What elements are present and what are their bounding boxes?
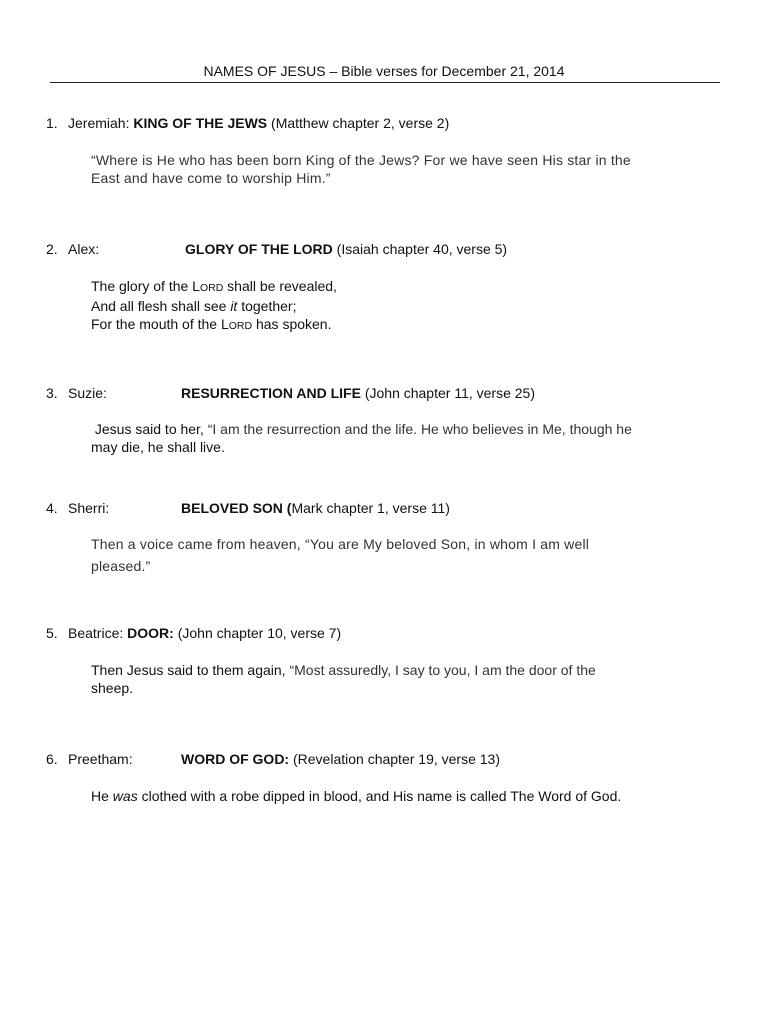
entry-number: 6. bbox=[46, 751, 58, 767]
entry-person: Sherri: bbox=[68, 500, 110, 516]
entry-reference: (John chapter 11, verse 25) bbox=[364, 385, 535, 401]
entry-number: 5. bbox=[46, 625, 58, 641]
entry-6-heading bbox=[46, 751, 500, 767]
entry-name: RESURRECTION AND LIFE bbox=[181, 385, 361, 401]
entry-2-heading bbox=[46, 241, 507, 257]
verse-line: may die, he shall live. bbox=[91, 439, 225, 455]
entry-person: Suzie: bbox=[68, 385, 107, 401]
verse-line: Then a voice came from heaven, “You are My beloved Son, in whom I am well bbox=[91, 536, 590, 552]
verse-line: And all flesh shall see it together; bbox=[91, 298, 297, 314]
verse-line: “Where is He who has been born King of the Jews? For we have seen His star in the bbox=[91, 152, 631, 168]
title-rule bbox=[50, 82, 720, 83]
document-title: NAMES OF JESUS – Bible verses for December 21, 2014 bbox=[203, 63, 565, 79]
entry-4-verse bbox=[91, 533, 691, 577]
entry-3-heading bbox=[46, 385, 535, 401]
entry-reference: (Matthew chapter 2, verse 2) bbox=[271, 115, 450, 131]
entry-name: GLORY OF THE LORD bbox=[185, 241, 333, 257]
verse-line: Jesus said to her, “I am the resurrection and the life. He who believes in Me, though he bbox=[91, 421, 632, 437]
entry-4-heading bbox=[46, 500, 450, 516]
verse-line: pleased.” bbox=[91, 558, 151, 574]
entry-number: 2. bbox=[46, 241, 58, 257]
entry-number: 3. bbox=[46, 385, 58, 401]
entry-1-verse bbox=[91, 151, 691, 187]
entry-name: DOOR: bbox=[127, 625, 174, 641]
entry-2-verse bbox=[91, 277, 691, 335]
verse-line: sheep. bbox=[91, 680, 134, 696]
entry-name: BELOVED SON ( bbox=[181, 500, 292, 516]
entry-name: KING OF THE JEWS bbox=[133, 115, 268, 131]
verse-line: For the mouth of the LORD has spoken. bbox=[91, 316, 332, 332]
entry-reference: Mark chapter 1, verse 11) bbox=[291, 500, 450, 516]
entry-person: Beatrice: bbox=[68, 625, 124, 641]
entry-number: 4. bbox=[46, 500, 58, 516]
verse-line: He was clothed with a robe dipped in blood, and His name is called The Word of God. bbox=[91, 788, 622, 804]
entry-number: 1. bbox=[46, 115, 58, 131]
verse-line: East and have come to worship Him.” bbox=[91, 170, 331, 186]
entry-person: Alex: bbox=[68, 241, 100, 257]
entry-name: WORD OF GOD: bbox=[181, 751, 290, 767]
entry-5-verse bbox=[91, 661, 691, 697]
entry-person: Preetham: bbox=[68, 751, 133, 767]
entry-reference: (Isaiah chapter 40, verse 5) bbox=[336, 241, 508, 257]
entry-person: Jeremiah: bbox=[68, 115, 130, 131]
entry-5-heading bbox=[46, 625, 341, 641]
entry-3-verse bbox=[91, 420, 691, 456]
verse-line: The glory of the LORD shall be revealed, bbox=[91, 278, 337, 294]
entry-reference: (John chapter 10, verse 7) bbox=[177, 625, 342, 641]
entry-1-heading bbox=[46, 115, 449, 131]
entry-6-verse bbox=[91, 787, 691, 805]
entry-reference: (Revelation chapter 19, verse 13) bbox=[293, 751, 500, 767]
verse-line: Then Jesus said to them again, “Most assuredly, I say to you, I am the door of the bbox=[91, 662, 596, 678]
